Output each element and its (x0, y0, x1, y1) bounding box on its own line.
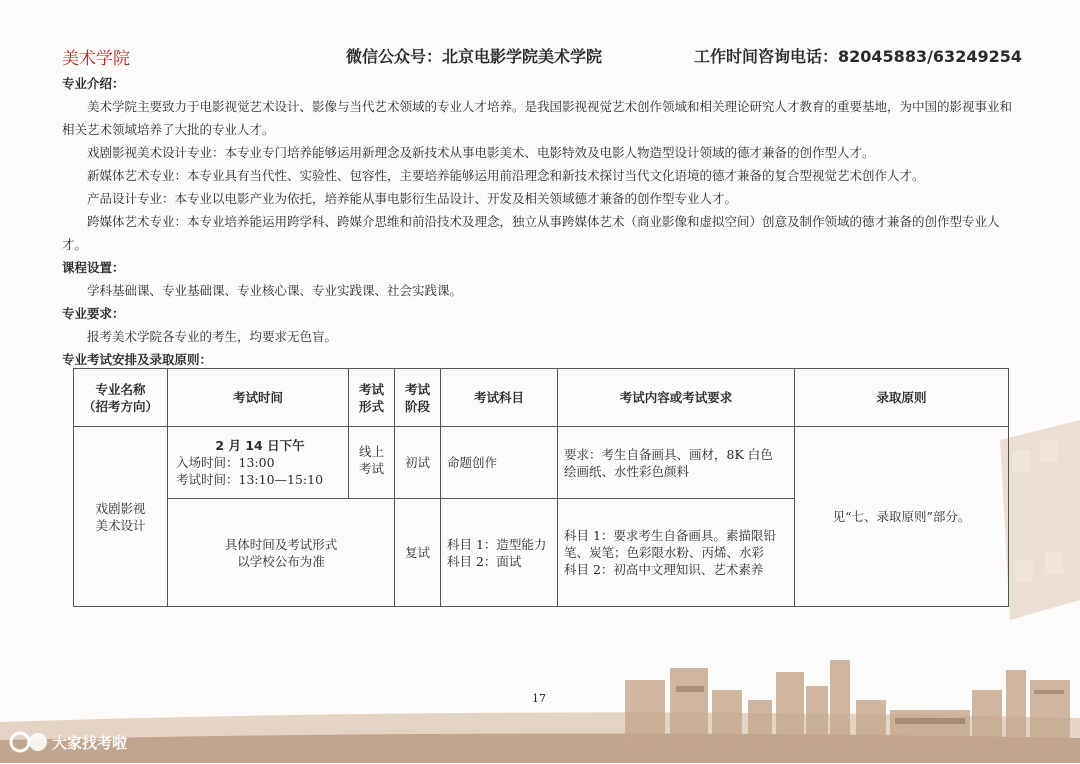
watermark-logo (6, 724, 146, 760)
col-header-content: 考试内容或考试要求 (558, 369, 795, 427)
page-header (62, 44, 1022, 70)
document-body (62, 72, 1022, 371)
col-header-time: 考试时间 (168, 369, 349, 427)
cell-subject: 命题创作 (441, 427, 558, 499)
col-header-form: 考试 形式 (349, 369, 395, 427)
requirements-text: 报考美术学院各专业的考生，均要求无色盲。 (87, 329, 338, 344)
courses-heading: 课程设置： (62, 260, 125, 275)
cell-stage: 复试 (395, 499, 441, 607)
cell-content: 要求：考生自备画具、画材，8K 白色 绘画纸、水性彩色颜料 (558, 427, 795, 499)
table-header-row (74, 369, 1009, 427)
intro-paragraph: 新媒体艺术专业：本专业具有当代性、实验性、包容性，主要培养能够运用前沿理念和新技术探讨当代文化语境的德才兼备的复合型视觉艺术创作人才。 (87, 168, 925, 183)
wechat-account: 微信公众号：北京电影学院美术学院 (346, 47, 603, 66)
cell-time (168, 427, 349, 499)
col-header-major: 专业名称 （招考方向） (74, 369, 168, 427)
cell-stage: 初试 (395, 427, 441, 499)
col-header-subject: 考试科目 (441, 369, 558, 427)
cell-admission: 见“七、录取原则”部分。 (795, 427, 1009, 607)
entry-time: 入场时间：13:00 (176, 455, 275, 470)
courses-text: 学科基础课、专业基础课、专业核心课、专业实践课、社会实践课。 (87, 283, 463, 298)
cell-time: 具体时间及考试形式 以学校公布为准 (168, 499, 395, 607)
intro-paragraph: 跨媒体艺术专业：本专业培养能运用跨学科、跨媒介思维和前沿技术及理念，独立从事跨媒体艺术（商业影像和虚拟空间）创意及制作领域的德才兼备的创作型专业人才。 (62, 214, 1000, 252)
cell-major: 戏剧影视 美术设计 (74, 427, 168, 607)
intro-paragraph: 产品设计专业：本专业以电影产业为依托，培养能从事电影衍生品设计、开发及相关领域德才兼备的创作型专业人才。 (87, 191, 738, 206)
cell-form: 线上 考试 (349, 427, 395, 499)
contact-phone: 工作时间咨询电话：82045883/63249254 (694, 47, 1022, 66)
exam-date: 2 月 14 日下午 (215, 438, 305, 453)
col-header-admission: 录取原则 (795, 369, 1009, 427)
exam-time: 考试时间：13:10—15:10 (176, 472, 324, 487)
school-name: 美术学院 (62, 49, 130, 69)
page-number: 17 (532, 692, 546, 705)
intro-heading: 专业介绍： (62, 76, 125, 91)
exam-table (73, 368, 1009, 607)
intro-paragraph: 戏剧影视美术设计专业：本专业专门培养能够运用新理念及新技术从事电影美术、电影特效及电影人物造型设计领域的德才兼备的创作型人才。 (87, 145, 875, 160)
watermark-text: 大家找考啦 (52, 734, 128, 752)
intro-paragraph: 美术学院主要致力于电影视觉艺术设计、影像与当代艺术领域的专业人才培养。是我国影视视觉艺术创作领域和相关理论研究人才教育的重要基地，为中国的影视事业和相关艺术领域培养了大批的专业人才。 (62, 99, 1013, 137)
watermark-icon (6, 724, 146, 760)
cell-content: 科目 1：要求考生自备画具。素描限铅 笔、炭笔；色彩限水粉、丙烯、水彩 科目 2：初高中文理知识、艺术素养 (558, 499, 795, 607)
exam-heading: 专业考试安排及录取原则： (62, 352, 213, 367)
col-header-stage: 考试 阶段 (395, 369, 441, 427)
cell-subject: 科目 1：造型能力 科目 2：面试 (441, 499, 558, 607)
table-row (74, 427, 1009, 499)
requirements-heading: 专业要求： (62, 306, 125, 321)
